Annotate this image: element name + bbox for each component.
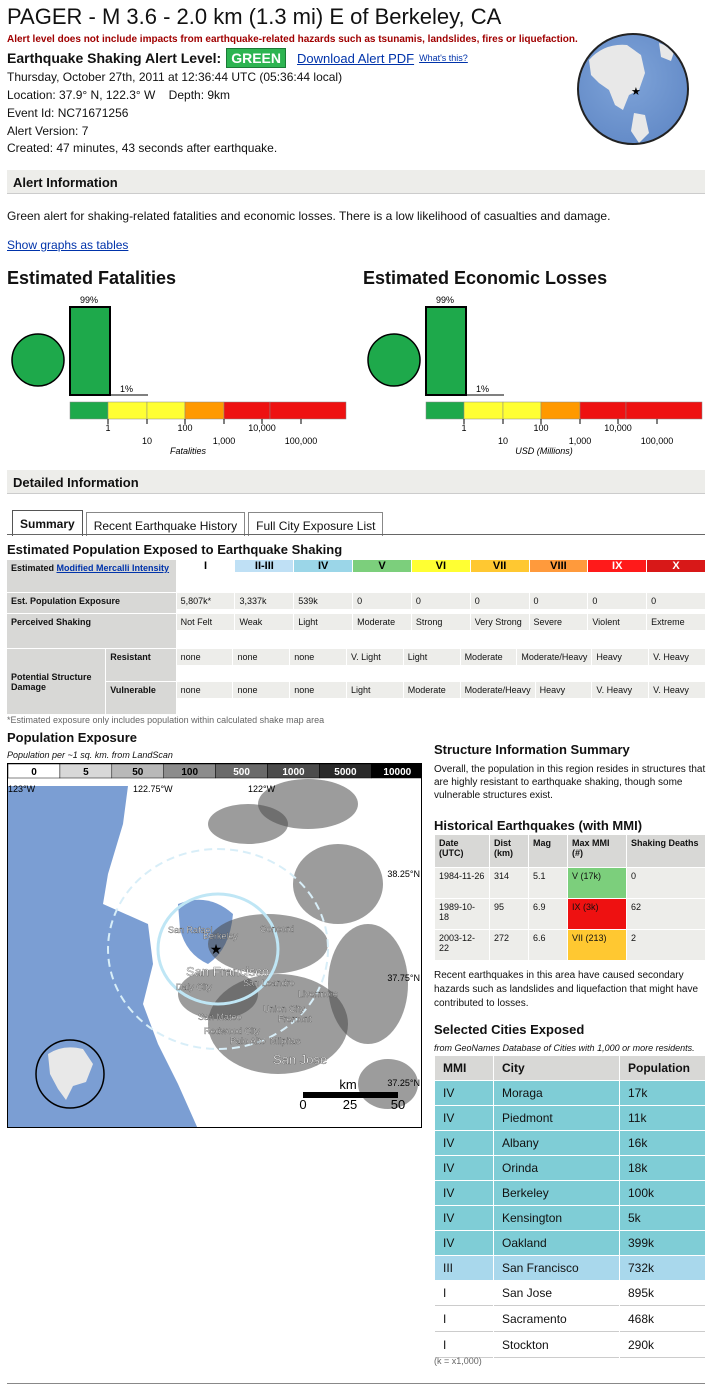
city-population: 290k [620, 1333, 705, 1358]
vulnerable-damage-cell: none [177, 682, 233, 698]
city-row[interactable] [435, 1256, 705, 1280]
vulnerable-damage-cell: Heavy [536, 682, 592, 698]
mmi-level-cell: X [647, 560, 705, 572]
show-tables-link[interactable]: Show graphs as tables [7, 238, 129, 252]
city-mmi: IV [435, 1081, 493, 1105]
pop-exposure-cell: 0 [530, 593, 588, 609]
city-row[interactable] [435, 1131, 705, 1155]
map-city-label: San Jose [273, 1052, 328, 1067]
perceived-shaking-cell: Not Felt [177, 614, 235, 630]
losses-scale-band [580, 402, 626, 419]
pop-exposure-values [177, 593, 705, 613]
losses-tick-label: 10 [497, 436, 509, 446]
pop-exposure-cell: 3,337k [235, 593, 293, 609]
losses-chart [356, 290, 706, 460]
map-city-label: San Leandro [243, 978, 295, 988]
vulnerable-label: Vulnerable [106, 682, 175, 714]
cities-subtitle: from GeoNames Database of Cities with 1,000 or more residents. [434, 1043, 695, 1053]
mmi-levels [177, 560, 705, 592]
event-datetime: Thursday, October 27th, 2011 at 12:36:44 UTC (05:36:44 local) [7, 70, 343, 84]
map-city-label: Berkeley [203, 931, 239, 941]
fatalities-scale-band [270, 402, 346, 419]
fatalities-scale-band [147, 402, 185, 419]
exposure-footnote: *Estimated exposure only includes population within calculated shake map area [7, 715, 325, 725]
city-row[interactable] [435, 1156, 705, 1180]
map-lat-label: 37.75°N [387, 973, 420, 983]
perceived-shaking-values [177, 614, 705, 648]
fatalities-scale-band [70, 402, 108, 419]
event-location: Location: 37.9° N, 122.3° W Depth: 9km [7, 88, 231, 102]
pop-exposure-cell: 0 [412, 593, 470, 609]
hist-header-deaths: Shaking Deaths [627, 835, 705, 867]
cities-header-mmi: MMI [435, 1056, 493, 1080]
exposure-table-title: Estimated Population Exposed to Earthquake Shaking [7, 542, 343, 557]
perceived-shaking-cell: Strong [412, 614, 470, 630]
map-lat-label: 38.25°N [387, 869, 420, 879]
historical-table [434, 834, 706, 961]
pop-exposure-label: Est. Population Exposure [7, 593, 176, 613]
hist-date: 2003-12-22 [435, 930, 489, 960]
fatalities-prob-high-label: 99% [80, 295, 99, 305]
hist-mag: 6.9 [529, 899, 567, 929]
resistant-values [177, 649, 705, 681]
pop-exposure-cell: 0 [588, 593, 646, 609]
map-population-cluster [328, 924, 408, 1044]
cities-header-city: City [494, 1056, 619, 1080]
fatalities-scale-band [185, 402, 224, 419]
fatalities-title: Estimated Fatalities [7, 268, 177, 288]
city-population: 11k [620, 1106, 705, 1130]
city-name: Sacramento [494, 1307, 619, 1332]
historical-title: Historical Earthquakes (with MMI) [434, 818, 643, 833]
resistant-damage-cell: none [233, 649, 289, 665]
city-row[interactable] [435, 1307, 705, 1332]
map-scale-tick: 25 [342, 1097, 358, 1112]
resistant-damage-cell: none [290, 649, 346, 665]
alert-info-text: Green alert for shaking-related fatalities and economic losses. There is a low likelihood of casualties and damage. [7, 209, 611, 223]
city-mmi: IV [435, 1131, 493, 1155]
hist-dist: 314 [490, 868, 528, 898]
mmi-level-cell: VI [412, 560, 470, 572]
fatalities-scale-band [108, 402, 147, 419]
city-name: San Francisco [494, 1256, 619, 1280]
resistant-damage-cell: Heavy [592, 649, 648, 665]
hist-mmi: IX (3k) [568, 899, 626, 929]
fatalities-axis-label: Fatalities [169, 446, 207, 456]
resistant-label: Resistant [106, 649, 175, 681]
map-legend-label: 500 [233, 767, 250, 778]
mmi-level-cell: V [353, 560, 411, 572]
epicenter-star-icon: ★ [631, 86, 641, 98]
map-legend-label: 0 [31, 767, 37, 778]
hist-date: 1989-10-18 [435, 899, 489, 929]
fatalities-prob-low-label: 1% [120, 384, 134, 394]
city-name: Oakland [494, 1231, 619, 1255]
map-city-label: Daly City [176, 982, 213, 992]
population-map-canvas [8, 764, 422, 1128]
city-mmi: IV [435, 1106, 493, 1130]
fatalities-bar-high [70, 307, 110, 395]
structure-title: Structure Information Summary [434, 742, 630, 757]
city-name: Orinda [494, 1156, 619, 1180]
map-legend-label: 100 [181, 767, 199, 778]
losses-alert-circle [368, 334, 420, 386]
historical-note: Recent earthquakes in this area have caused secondary hazards such as landslides and liquefaction that might have contributed to losses. [434, 970, 699, 1009]
pop-exposure-cell: 0 [647, 593, 705, 609]
map-city-label: San Rafael [168, 925, 213, 935]
city-population: 399k [620, 1231, 705, 1255]
city-row[interactable] [435, 1333, 705, 1358]
hist-deaths: 62 [627, 899, 705, 929]
cities-note: (k = x1,000) [434, 1356, 482, 1366]
vulnerable-damage-cell: none [290, 682, 346, 698]
city-population: 18k [620, 1156, 705, 1180]
vulnerable-damage-cell: Light [347, 682, 403, 698]
city-population: 732k [620, 1256, 705, 1280]
historical-row [435, 930, 705, 960]
map-legend-label: 1000 [282, 767, 305, 778]
map-legend-label: 10000 [383, 767, 412, 778]
losses-bar-high [426, 307, 466, 395]
city-row[interactable] [435, 1231, 705, 1255]
tab-divider [7, 534, 705, 535]
resistant-damage-cell: none [177, 649, 233, 665]
hist-mmi: VII (213) [568, 930, 626, 960]
city-population: 17k [620, 1081, 705, 1105]
perceived-shaking-label: Perceived Shaking [7, 614, 176, 648]
pop-exposure-cell: 539k [294, 593, 352, 609]
resistant-damage-cell: Light [404, 649, 460, 665]
city-name: Berkeley [494, 1181, 619, 1205]
city-row[interactable] [435, 1206, 705, 1230]
city-population: 16k [620, 1131, 705, 1155]
page-title: PAGER - M 3.6 - 2.0 km (1.3 mi) E of Berkeley, CA [7, 4, 502, 29]
losses-prob-high-label: 99% [436, 295, 455, 305]
vulnerable-values [177, 682, 705, 714]
fatalities-chart [0, 290, 350, 460]
population-map[interactable] [7, 763, 422, 1128]
pop-exposure-cell: 5,807k* [177, 593, 235, 609]
fatalities-tick-label: 1 [105, 423, 111, 433]
losses-axis-label: USD (Millions) [515, 446, 573, 456]
cities-table [434, 1055, 706, 1359]
created-time: Created: 47 minutes, 43 seconds after earthquake. [7, 141, 278, 155]
vulnerable-damage-cell: Moderate [404, 682, 460, 698]
map-lon-label: 122.75°W [133, 784, 173, 794]
alert-level-badge: GREEN [226, 48, 286, 68]
city-mmi: I [435, 1333, 493, 1358]
alert-warning: Alert level does not include impacts from earthquake-related hazards such as tsunamis, landslides, fires or liquefaction. [7, 34, 578, 45]
alert-info-heading: Alert Information [7, 170, 705, 194]
fatalities-tick-label: 1,000 [212, 436, 236, 446]
losses-scale-band [541, 402, 580, 419]
map-city-label: San Mateo [198, 1012, 242, 1022]
tab-recent-earthquake-history[interactable]: Recent Earthquake History [86, 512, 245, 536]
city-mmi: IV [435, 1156, 493, 1180]
city-row[interactable] [435, 1181, 705, 1205]
vulnerable-damage-cell: none [233, 682, 289, 698]
map-population-cluster [293, 844, 383, 924]
map-city-label: Redwood City [204, 1026, 261, 1036]
city-name: Albany [494, 1131, 619, 1155]
pop-exposure-cell: 0 [471, 593, 529, 609]
losses-tick-label: 100 [533, 423, 549, 433]
city-population: 895k [620, 1281, 705, 1306]
hist-mag: 5.1 [529, 868, 567, 898]
mmi-header-label: Estimated [11, 563, 57, 573]
map-epicenter-star-icon: ★ [209, 941, 223, 957]
city-row[interactable] [435, 1081, 705, 1105]
map-legend-label: 50 [132, 767, 144, 778]
map-scale-tick: 50 [390, 1097, 406, 1112]
map-legend-label: 5000 [334, 767, 357, 778]
losses-scale-band [426, 402, 464, 419]
losses-tick-label: 100,000 [640, 436, 674, 446]
map-city-label: Milpitas [270, 1036, 301, 1046]
city-name: Stockton [494, 1333, 619, 1358]
tab-full-city-exposure-list[interactable]: Full City Exposure List [248, 512, 383, 536]
resistant-damage-cell: V. Heavy [649, 649, 705, 665]
perceived-shaking-cell: Very Strong [471, 614, 529, 630]
city-name: San Jose [494, 1281, 619, 1306]
resistant-damage-cell: Moderate [461, 649, 517, 665]
map-city-label: Palo Alto [230, 1036, 266, 1046]
fatalities-tick-label: 10 [141, 436, 153, 446]
fatalities-alert-circle [12, 334, 64, 386]
hist-dist: 95 [490, 899, 528, 929]
city-row[interactable] [435, 1106, 705, 1130]
tab-summary[interactable]: Summary [12, 510, 83, 536]
map-city-label: Livermore [298, 989, 339, 999]
map-city-label: Union City [263, 1004, 305, 1014]
pop-exposure-cell: 0 [353, 593, 411, 609]
map-scale-tick: 0 [299, 1097, 307, 1112]
losses-tick-label: 1,000 [568, 436, 592, 446]
city-mmi: I [435, 1307, 493, 1332]
city-population: 468k [620, 1307, 705, 1332]
map-lat-label: 37.25°N [387, 1078, 420, 1088]
city-population: 100k [620, 1181, 705, 1205]
download-pdf-link[interactable]: Download Alert PDF [297, 50, 415, 66]
alert-version: Alert Version: 7 [7, 124, 89, 138]
mmi-level-cell: IX [588, 560, 646, 572]
losses-histogram [356, 290, 706, 460]
structure-text: Overall, the population in this region resides in structures that are highly resistant to earthquake shaking, though some vulnerable structures exist. [434, 764, 706, 801]
perceived-shaking-cell: Extreme [647, 614, 705, 630]
fatalities-tick-label: 100 [177, 423, 193, 433]
city-name: Kensington [494, 1206, 619, 1230]
vulnerable-damage-cell: V. Heavy [649, 682, 705, 698]
perceived-shaking-cell: Light [294, 614, 352, 630]
detail-tabs [12, 510, 386, 536]
hist-dist: 272 [490, 930, 528, 960]
hist-mag: 6.6 [529, 930, 567, 960]
mmi-link[interactable]: Modified Mercalli Intensity [56, 563, 170, 573]
mmi-level-cell: VII [471, 560, 529, 572]
city-mmi: IV [435, 1181, 493, 1205]
cities-header-population: Population [620, 1056, 705, 1080]
losses-scale-band [503, 402, 541, 419]
detailed-info-heading: Detailed Information [7, 470, 705, 494]
fatalities-scale-band [224, 402, 270, 419]
losses-title: Estimated Economic Losses [363, 268, 608, 288]
losses-tick-label: 10,000 [604, 423, 632, 433]
hist-header-mmi: Max MMI (#) [568, 835, 626, 867]
map-lon-label: 122°W [248, 784, 276, 794]
mmi-level-cell: VIII [530, 560, 588, 572]
mmi-header-cell [7, 560, 176, 592]
perceived-shaking-cell: Weak [235, 614, 293, 630]
map-city-label: Fremont [278, 1014, 312, 1024]
exposure-table [6, 559, 706, 715]
losses-scale-band [626, 402, 702, 419]
vulnerable-damage-cell: V. Heavy [592, 682, 648, 698]
cities-title: Selected Cities Exposed [434, 1022, 585, 1037]
city-name: Moraga [494, 1081, 619, 1105]
footer-divider [7, 1383, 705, 1384]
historical-row [435, 899, 705, 929]
resistant-damage-cell: Moderate/Heavy [517, 649, 591, 665]
hist-date: 1984-11-26 [435, 868, 489, 898]
city-mmi: IV [435, 1231, 493, 1255]
map-scale-unit: km [339, 1077, 357, 1092]
mmi-level-cell: IV [294, 560, 352, 572]
map-legend-label: 5 [83, 767, 89, 778]
fatalities-tick-label: 10,000 [248, 423, 276, 433]
hist-deaths: 2 [627, 930, 705, 960]
mmi-level-cell: I [177, 560, 235, 572]
hist-header-mag: Mag [529, 835, 567, 867]
losses-prob-low-label: 1% [476, 384, 490, 394]
alert-level-line [7, 48, 468, 68]
hist-deaths: 0 [627, 868, 705, 898]
perceived-shaking-cell: Moderate [353, 614, 411, 630]
city-population: 5k [620, 1206, 705, 1230]
city-row[interactable] [435, 1281, 705, 1306]
vulnerable-damage-cell: Moderate/Heavy [461, 682, 535, 698]
pop-map-title: Population Exposure [7, 730, 138, 745]
hist-mmi: V (17k) [568, 868, 626, 898]
city-mmi: IV [435, 1206, 493, 1230]
city-mmi: I [435, 1281, 493, 1306]
mmi-level-cell: II-III [235, 560, 293, 572]
perceived-shaking-cell: Violent [588, 614, 646, 630]
event-id: Event Id: NC71671256 [7, 106, 129, 120]
alert-level-label: Earthquake Shaking Alert Level: [7, 50, 222, 66]
hist-header-date: Date (UTC) [435, 835, 489, 867]
losses-scale-band [464, 402, 503, 419]
map-city-label: San Francisco [186, 964, 270, 979]
location-globe-map [577, 33, 689, 145]
structure-damage-label: Potential Structure Damage [7, 649, 105, 714]
map-lon-label: 123°W [8, 784, 36, 794]
fatalities-histogram [0, 290, 350, 460]
whats-this-link[interactable]: What's this? [419, 53, 468, 63]
city-name: Piedmont [494, 1106, 619, 1130]
historical-row [435, 868, 705, 898]
losses-tick-label: 1 [461, 423, 467, 433]
map-city-label: Concord [260, 924, 295, 934]
fatalities-tick-label: 100,000 [284, 436, 318, 446]
perceived-shaking-cell: Severe [530, 614, 588, 630]
pop-map-subtitle: Population per ~1 sq. km. from LandScan [7, 750, 173, 760]
city-mmi: III [435, 1256, 493, 1280]
hist-header-dist: Dist (km) [490, 835, 528, 867]
resistant-damage-cell: V. Light [347, 649, 403, 665]
